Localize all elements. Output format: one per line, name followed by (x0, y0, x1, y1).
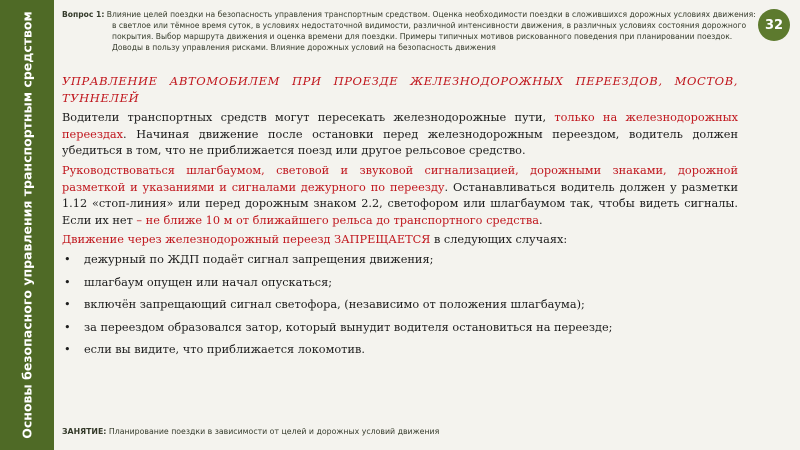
question-block (62, 9, 762, 53)
slide-main (54, 0, 800, 450)
paragraph-2 (62, 163, 738, 229)
paragraph-2-end: . (538, 213, 543, 227)
list-item: • за переездом образовался затор, который вынудит водителя остановиться на переезде; (62, 320, 738, 337)
question-label: Вопрос 1: (62, 10, 105, 19)
sidebar (0, 0, 54, 450)
prohibition-list (62, 252, 738, 359)
list-item: • если вы видите, что приближается локомотив. (62, 342, 738, 359)
sidebar-title: Основы безопасного управления транспортным средством (19, 11, 35, 439)
list-item: • шлагбаум опущен или начал опускаться; (62, 275, 738, 292)
paragraph-2-middle: . Останавливаться водитель должен у разметки 1.12 «стоп-линия» или перед дорожным знаком 2.2, светофором или шлагбаумом так, чтобы видеть сигналы. Если их нет (62, 180, 738, 227)
slide-number-badge: 32 (758, 9, 790, 41)
prohibition-highlight: Движение через железнодорожный переезд ЗАПРЕЩАЕТСЯ (62, 233, 431, 247)
paragraph-1 (62, 110, 738, 160)
paragraph-1-start: Водители транспортных средств могут пересекать железнодорожные пути, (62, 111, 555, 125)
paragraph-1-highlight: только на железнодорожных переездах (62, 111, 738, 141)
footer-label: ЗАНЯТИЕ: (62, 427, 107, 436)
prohibition-rest: в следующих случаях: (430, 233, 568, 247)
list-item: • включён запрещающий сигнал светофора, (независимо от положения шлагбаума); (62, 297, 738, 314)
footer (62, 427, 439, 436)
paragraph-1-end: . Начиная движение после остановки перед железнодорожным переездом, водитель должен убедиться в том, что не приближается поезд или другое рельсовое средство. (62, 127, 738, 158)
footer-text: Планирование поездки в зависимости от целей и дорожных условий движения (106, 427, 440, 436)
list-item: • дежурный по ЖДП подаёт сигнал запрещения движения; (62, 252, 738, 269)
question-text: Влияние целей поездки на безопасность управления транспортным средством. Оценка необходимости поездки в сложившихся дорожных условиях движения: в светлое или тёмное время суток, в условиях недостаточной видимости, различной интенсивности движения, в различных условиях состояния дорожного покрытия. Выбор маршрута движения и оценка времени для поездки. Примеры типичных мотивов рискованного поведения при планировании поездок. Доводы в пользу управления рисками. Влияние дорожных условий на безопасность движения (106, 10, 756, 52)
section-heading: УПРАВЛЕНИЕ АВТОМОБИЛЕМ ПРИ ПРОЕЗДЕ ЖЕЛЕЗНОДОРОЖНЫХ ПЕРЕЕЗДОВ, МОСТОВ, ТУННЕЛЕЙ (62, 74, 738, 105)
paragraph-2-distance: – не ближе 10 м от ближайшего рельса до транспортного средства (136, 213, 539, 227)
paragraph-2-highlight: Руководствоваться шлагбаумом, световой и звуковой сигнализацией, дорожными знаками, дорожной разметкой и указаниями и сигналами дежурного по переезду (62, 163, 738, 194)
slide-content (62, 73, 738, 365)
paragraph-3 (62, 232, 738, 249)
